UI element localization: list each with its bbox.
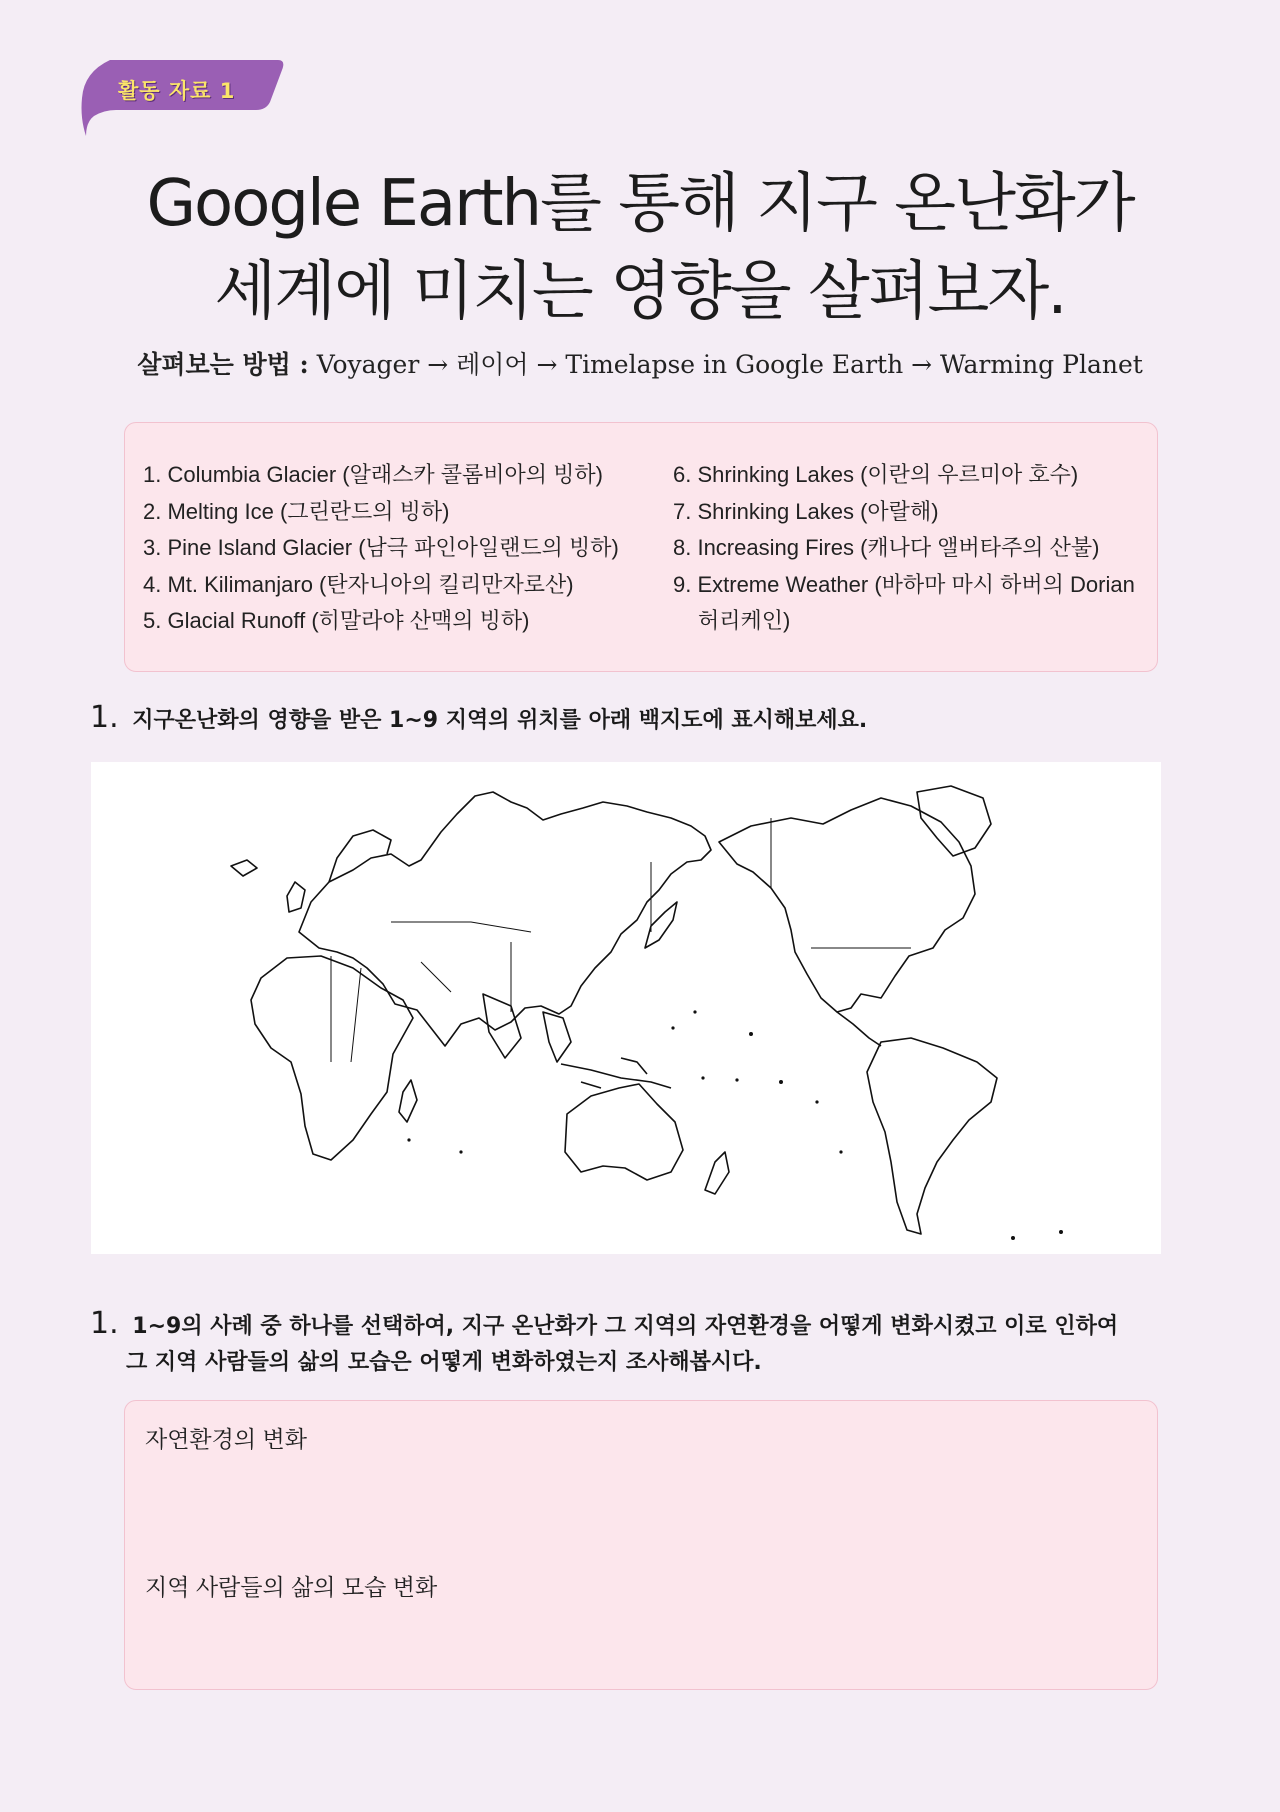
location-item-9: 9. Extreme Weather (바하마 마시 하버의 Dorian 허리케인) — [673, 571, 1135, 633]
eurasia-outline — [299, 792, 711, 1046]
method-label: 살펴보는 방법 : — [137, 350, 309, 379]
indonesia-outline — [561, 1058, 671, 1088]
method-line — [0, 345, 1280, 381]
location-item-6: 6. Shrinking Lakes (이란의 우르미아 호수) — [673, 462, 1079, 487]
page-title — [0, 160, 1280, 336]
question-2 — [90, 1306, 1170, 1381]
iceland-outline — [231, 860, 257, 876]
country-borders — [331, 818, 911, 1062]
activity-tag — [80, 58, 286, 140]
blank-world-map[interactable] — [91, 762, 1161, 1254]
new-zealand-outline — [705, 1152, 729, 1194]
location-item-5: 5. Glacial Runoff (히말라야 산맥의 빙하) — [143, 608, 530, 633]
australia-outline — [565, 1084, 683, 1180]
tag-label: 활동 자료 1 — [118, 79, 236, 103]
south-america-outline — [867, 1038, 997, 1234]
central-america-outline — [837, 1012, 881, 1046]
answer-box[interactable] — [124, 1400, 1158, 1690]
africa-outline — [251, 956, 413, 1160]
madagascar-outline — [399, 1080, 417, 1122]
title-line-2: 세계에 미치는 영향을 살펴보자. — [214, 255, 1066, 329]
location-item-8: 8. Increasing Fires (캐나다 앨버타주의 산불) — [673, 535, 1100, 560]
title-line-1: Google Earth를 통해 지구 온난화가 — [146, 167, 1134, 241]
uk-outline — [287, 882, 305, 912]
location-item-2: 2. Melting Ice (그린란드의 빙하) — [143, 498, 450, 524]
question-1-text: 지구온난화의 영향을 받은 1~9 지역의 위치를 아래 백지도에 표시해보세요. — [132, 708, 868, 733]
japan-outline — [645, 902, 677, 948]
north-america-outline — [719, 798, 975, 1012]
question-2-number: 1. — [90, 1306, 119, 1341]
method-path: Voyager → 레이어 → Timelapse in Google Earth → Warming Planet — [316, 350, 1143, 379]
question-2-line-1: 1~9의 사례 중 하나를 선택하여, 지구 온난화가 그 지역의 자연환경을 어떻게 변화시켰고 이로 인하여 — [132, 1314, 1119, 1339]
locations-box — [124, 422, 1158, 672]
answer-label-nature: 자연환경의 변화 — [145, 1426, 307, 1452]
location-item-4: 4. Mt. Kilimanjaro (탄자니아의 킬리만자로산) — [143, 571, 574, 597]
locations-right-column — [673, 457, 1143, 640]
location-item-3: 3. Pine Island Glacier (남극 파인아일랜드의 빙하) — [143, 535, 619, 560]
question-1 — [90, 700, 867, 739]
greenland-outline — [917, 786, 991, 856]
question-2-line-2: 그 지역 사람들의 삶의 모습은 어떻게 변화하였는지 조사해봅시다. — [126, 1350, 762, 1375]
locations-left-column — [143, 457, 663, 640]
answer-label-life: 지역 사람들의 삶의 모습 변화 — [145, 1574, 438, 1600]
location-item-7: 7. Shrinking Lakes (아랄해) — [673, 498, 939, 524]
location-item-1: 1. Columbia Glacier (알래스카 콜롬비아의 빙하) — [143, 462, 603, 487]
indochina-outline — [543, 1012, 571, 1062]
question-1-number: 1. — [90, 700, 119, 735]
world-map-outline — [91, 762, 1161, 1254]
